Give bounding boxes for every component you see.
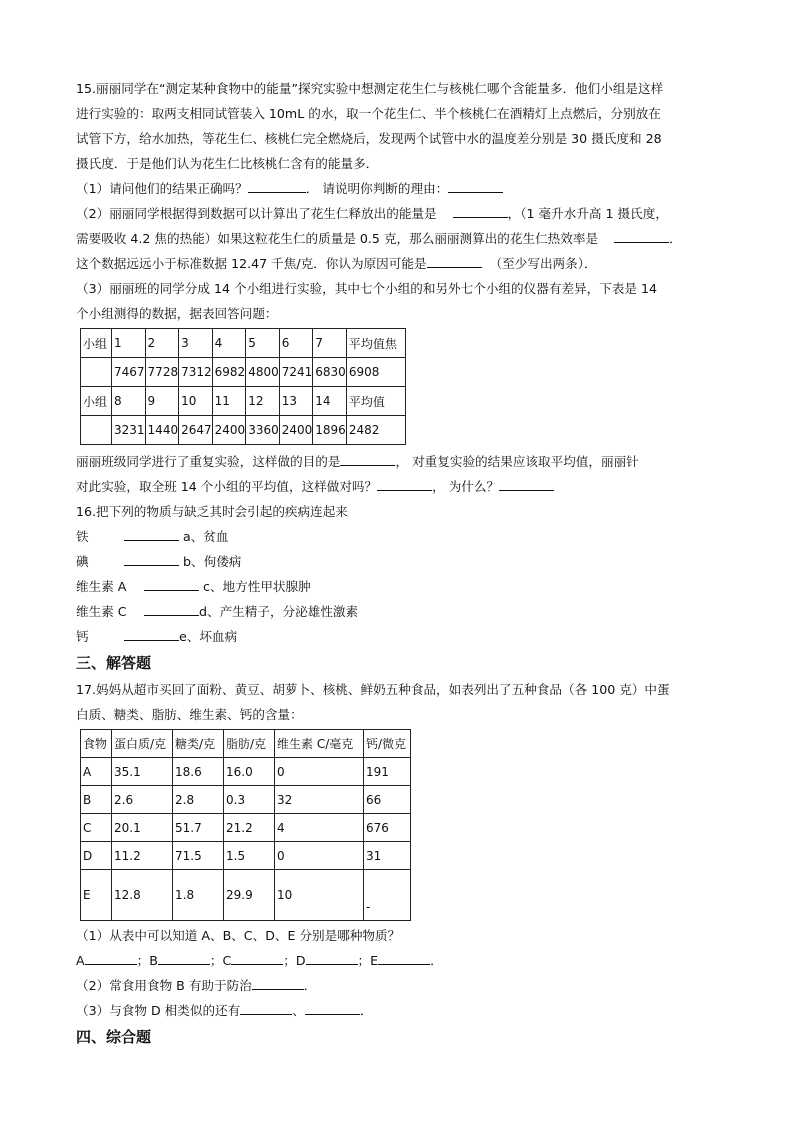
table-cell: - xyxy=(364,870,411,921)
table-cell: 7728 xyxy=(145,358,179,387)
match-left: 铁 xyxy=(76,529,89,544)
table-cell: 1440 xyxy=(145,416,179,445)
match-row xyxy=(76,574,726,599)
q15-part2-text4: 这个数据远远小于标准数据 12.47 千焦/克．你认为原因可能是 xyxy=(76,256,427,271)
q17-answers xyxy=(76,948,726,973)
table-cell: 平均值焦 xyxy=(346,329,405,358)
table-cell: C xyxy=(81,814,112,842)
table-cell: 1.5 xyxy=(224,842,275,870)
table-cell: 6908 xyxy=(346,358,405,387)
table-cell: 12 xyxy=(246,387,280,416)
table-row xyxy=(81,870,411,921)
q15-part3: 个小组测得的数据，据表回答问题： xyxy=(76,306,278,321)
answer-blank[interactable] xyxy=(378,950,430,965)
match-line[interactable] xyxy=(124,526,179,541)
answer-blank[interactable] xyxy=(240,1000,292,1015)
q15-part3: （3）丽丽班的同学分成 14 个小组进行实验，其中七个小组的和另外七个小组的仪器有差异，下表是 14 xyxy=(76,281,658,296)
match-right: a、贫血 xyxy=(183,529,229,544)
table-row xyxy=(81,358,406,387)
table-cell: 3231 xyxy=(112,416,146,445)
table-cell: 13 xyxy=(279,387,313,416)
table-cell: E xyxy=(81,870,112,921)
match-left: 碘 xyxy=(76,554,89,569)
table-cell: 6830 xyxy=(313,358,347,387)
table-cell: 2400 xyxy=(212,416,246,445)
q15-part4-text3: 对此实验，取全班 14 个小组的平均值，这样做对吗？ xyxy=(76,479,378,494)
q15-part1-text: （1）请问他们的结果正确吗？ xyxy=(76,181,248,196)
table-cell: 1.8 xyxy=(173,870,224,921)
answer-blank[interactable] xyxy=(231,950,283,965)
table-header-cell: 蛋白质/克 xyxy=(112,730,173,758)
table-cell: 16.0 xyxy=(224,758,275,786)
q15-part2-dot: ． xyxy=(669,231,682,246)
answer-dot: ． xyxy=(430,953,443,968)
table-row xyxy=(81,786,411,814)
answer-label: ；C xyxy=(209,953,232,968)
q15-line: 摄氏度．于是他们认为花生仁比核桃仁含有的能量多． xyxy=(76,156,379,171)
table-cell: 1 xyxy=(112,329,146,358)
table-cell: 2647 xyxy=(179,416,213,445)
table-cell: 71.5 xyxy=(173,842,224,870)
table-cell: 小组 xyxy=(81,387,112,416)
answer-blank[interactable] xyxy=(340,451,395,466)
table-cell: 35.1 xyxy=(112,758,173,786)
q17-line: 白质、糖类、脂肪、维生素、钙的含量： xyxy=(76,707,303,722)
q17-sub2-text: （2）常食用食物 B 有助于防治 xyxy=(76,978,252,993)
match-left: 维生素 C xyxy=(76,604,127,619)
table-cell: 21.2 xyxy=(224,814,275,842)
table-cell: 29.9 xyxy=(224,870,275,921)
q15-line: 15.丽丽同学在“测定某种食物中的能量”探究实验中想测定花生仁与核桃仁哪个含能量多．他们小组是这样 xyxy=(76,81,664,96)
match-right: b、佝偻病 xyxy=(183,554,242,569)
answer-blank[interactable] xyxy=(248,178,306,193)
q17-sub3-dot: ． xyxy=(359,1003,373,1018)
match-line[interactable] xyxy=(124,626,179,641)
q15-part2 xyxy=(76,251,726,276)
table-cell: 4800 xyxy=(246,358,280,387)
nutrition-table xyxy=(80,729,411,921)
table-row xyxy=(81,842,411,870)
q15-part2-text2: ，（1 毫升水升高 1 摄氏度， xyxy=(507,206,668,221)
answer-blank[interactable] xyxy=(614,228,669,243)
table-cell: 7241 xyxy=(279,358,313,387)
table-cell: 8 xyxy=(112,387,146,416)
match-row xyxy=(76,624,726,649)
table-cell: 2.8 xyxy=(173,786,224,814)
table-cell: 0.3 xyxy=(224,786,275,814)
q17-sub2-dot: ． xyxy=(303,978,317,993)
table-cell: 3360 xyxy=(246,416,280,445)
q15-part2 xyxy=(76,201,726,226)
table-cell: 4 xyxy=(275,814,364,842)
table-header-row xyxy=(81,730,411,758)
table-cell: 10 xyxy=(275,870,364,921)
table-header-cell: 食物 xyxy=(81,730,112,758)
answer-blank[interactable] xyxy=(85,950,137,965)
match-left: 维生素 A xyxy=(76,579,127,594)
table-cell: 7467 xyxy=(112,358,146,387)
match-right: c、地方性甲状腺肿 xyxy=(203,579,311,594)
table-row xyxy=(81,416,406,445)
answer-blank[interactable] xyxy=(427,253,482,268)
q17-sub3 xyxy=(76,998,726,1023)
match-row xyxy=(76,549,726,574)
q15-part4-text2: ， 对重复实验的结果应该取平均值，丽丽针 xyxy=(395,454,639,469)
answer-label: ；D xyxy=(283,953,306,968)
q16-title: 16.把下列的物质与缺乏其时会引起的疾病连起来 xyxy=(76,504,348,519)
match-line[interactable] xyxy=(124,551,179,566)
question-15 xyxy=(76,76,726,499)
match-row xyxy=(76,599,726,624)
table-cell: 2482 xyxy=(346,416,405,445)
table-cell: 10 xyxy=(179,387,213,416)
answer-blank[interactable] xyxy=(306,950,358,965)
table-cell: 11 xyxy=(212,387,246,416)
table-cell: 1896 xyxy=(313,416,347,445)
q15-part4 xyxy=(76,449,726,474)
table-cell: 676 xyxy=(364,814,411,842)
q17-sub3-sep: 、 xyxy=(292,1003,305,1018)
table-cell: 4 xyxy=(212,329,246,358)
table-cell: 5 xyxy=(246,329,280,358)
table-cell: 14 xyxy=(313,387,347,416)
answer-blank[interactable] xyxy=(499,476,554,491)
table-cell: 32 xyxy=(275,786,364,814)
answer-label: ；E xyxy=(357,953,379,968)
answer-blank[interactable] xyxy=(448,178,503,193)
table-cell: 20.1 xyxy=(112,814,173,842)
q17-sub1: （1）从表中可以知道 A、B、C、D、E 分别是哪种物质？ xyxy=(76,928,401,943)
table-cell: A xyxy=(81,758,112,786)
section-heading-4: 四、综合题 xyxy=(76,1028,152,1046)
table-cell: 6 xyxy=(279,329,313,358)
q15-part2-text5: （至少写出两条）． xyxy=(489,256,597,271)
q15-part4-text4: ， 为什么？ xyxy=(432,479,500,494)
table-row xyxy=(81,387,406,416)
table-cell xyxy=(81,358,112,387)
table-cell: 11.2 xyxy=(112,842,173,870)
table-cell: 2400 xyxy=(279,416,313,445)
answer-label: A xyxy=(76,953,85,968)
question-17 xyxy=(76,677,726,1023)
q15-part2-text: （2）丽丽同学根据得到数据可以计算出了花生仁释放出的能量是 xyxy=(76,206,437,221)
q15-part2 xyxy=(76,226,726,251)
table-row xyxy=(81,329,406,358)
q17-line: 17.妈妈从超市买回了面粉、黄豆、胡萝卜、核桃、鲜奶五种食品，如表列出了五种食品（各 100 克）中蛋 xyxy=(76,682,670,697)
table-cell: 平均值 xyxy=(346,387,405,416)
match-left: 钙 xyxy=(76,629,89,644)
table-cell: 7312 xyxy=(179,358,213,387)
answer-blank[interactable] xyxy=(305,1000,360,1015)
table-header-cell: 脂肪/克 xyxy=(224,730,275,758)
q15-part1-text2: ． 请说明你判断的理由： xyxy=(305,181,449,196)
table-cell: 12.8 xyxy=(112,870,173,921)
q15-line: 进行实验的：取两支相同试管装入 10mL 的水，取一个花生仁、半个核桃仁在酒精灯上点燃后，分别放在 xyxy=(76,106,661,121)
table-cell: B xyxy=(81,786,112,814)
table-row xyxy=(81,758,411,786)
q15-part1 xyxy=(76,176,726,201)
answer-blank[interactable] xyxy=(252,975,304,990)
match-line[interactable] xyxy=(144,601,199,616)
q15-part4-text: 丽丽班级同学进行了重复实验，这样做的目的是 xyxy=(76,454,341,469)
answer-blank[interactable] xyxy=(453,203,508,218)
table-cell: 31 xyxy=(364,842,411,870)
table-cell: 51.7 xyxy=(173,814,224,842)
q15-part4 xyxy=(76,474,726,499)
match-right: e、坏血病 xyxy=(179,629,238,644)
table-cell: 0 xyxy=(275,842,364,870)
answer-label: ；B xyxy=(136,953,158,968)
match-row xyxy=(76,524,726,549)
table-row xyxy=(81,814,411,842)
table-cell: 9 xyxy=(145,387,179,416)
question-16 xyxy=(76,499,726,649)
table-header-cell: 钙/微克 xyxy=(364,730,411,758)
match-right: d、产生精子，分泌雄性激素 xyxy=(199,604,359,619)
table-cell: 191 xyxy=(364,758,411,786)
q17-sub3-text: （3）与食物 D 相类似的还有 xyxy=(76,1003,241,1018)
group-data-table xyxy=(80,328,406,445)
table-cell: 66 xyxy=(364,786,411,814)
answer-blank[interactable] xyxy=(377,476,432,491)
table-cell: 小组 xyxy=(81,329,112,358)
answer-blank[interactable] xyxy=(158,950,210,965)
q15-part2-text3: 需要吸收 4.2 焦的热能）如果这粒花生仁的质量是 0.5 克，那么丽丽测算出的花生仁热效率是 xyxy=(76,231,599,246)
table-cell: 18.6 xyxy=(173,758,224,786)
table-cell: 7 xyxy=(313,329,347,358)
table-cell xyxy=(81,416,112,445)
table-cell: 2.6 xyxy=(112,786,173,814)
q17-sub2 xyxy=(76,973,726,998)
match-line[interactable] xyxy=(144,576,199,591)
table-cell: 3 xyxy=(179,329,213,358)
section-heading-3: 三、解答题 xyxy=(76,654,152,672)
q15-line: 试管下方，给水加热，等花生仁、核桃仁完全燃烧后，发现两个试管中水的温度差分别是 30 摄氏度和 28 xyxy=(76,131,662,146)
table-cell: 2 xyxy=(145,329,179,358)
table-cell: 6982 xyxy=(212,358,246,387)
table-header-cell: 糖类/克 xyxy=(173,730,224,758)
table-header-cell: 维生素 C/毫克 xyxy=(275,730,364,758)
table-cell: 0 xyxy=(275,758,364,786)
table-cell: D xyxy=(81,842,112,870)
document-content xyxy=(76,76,726,1051)
